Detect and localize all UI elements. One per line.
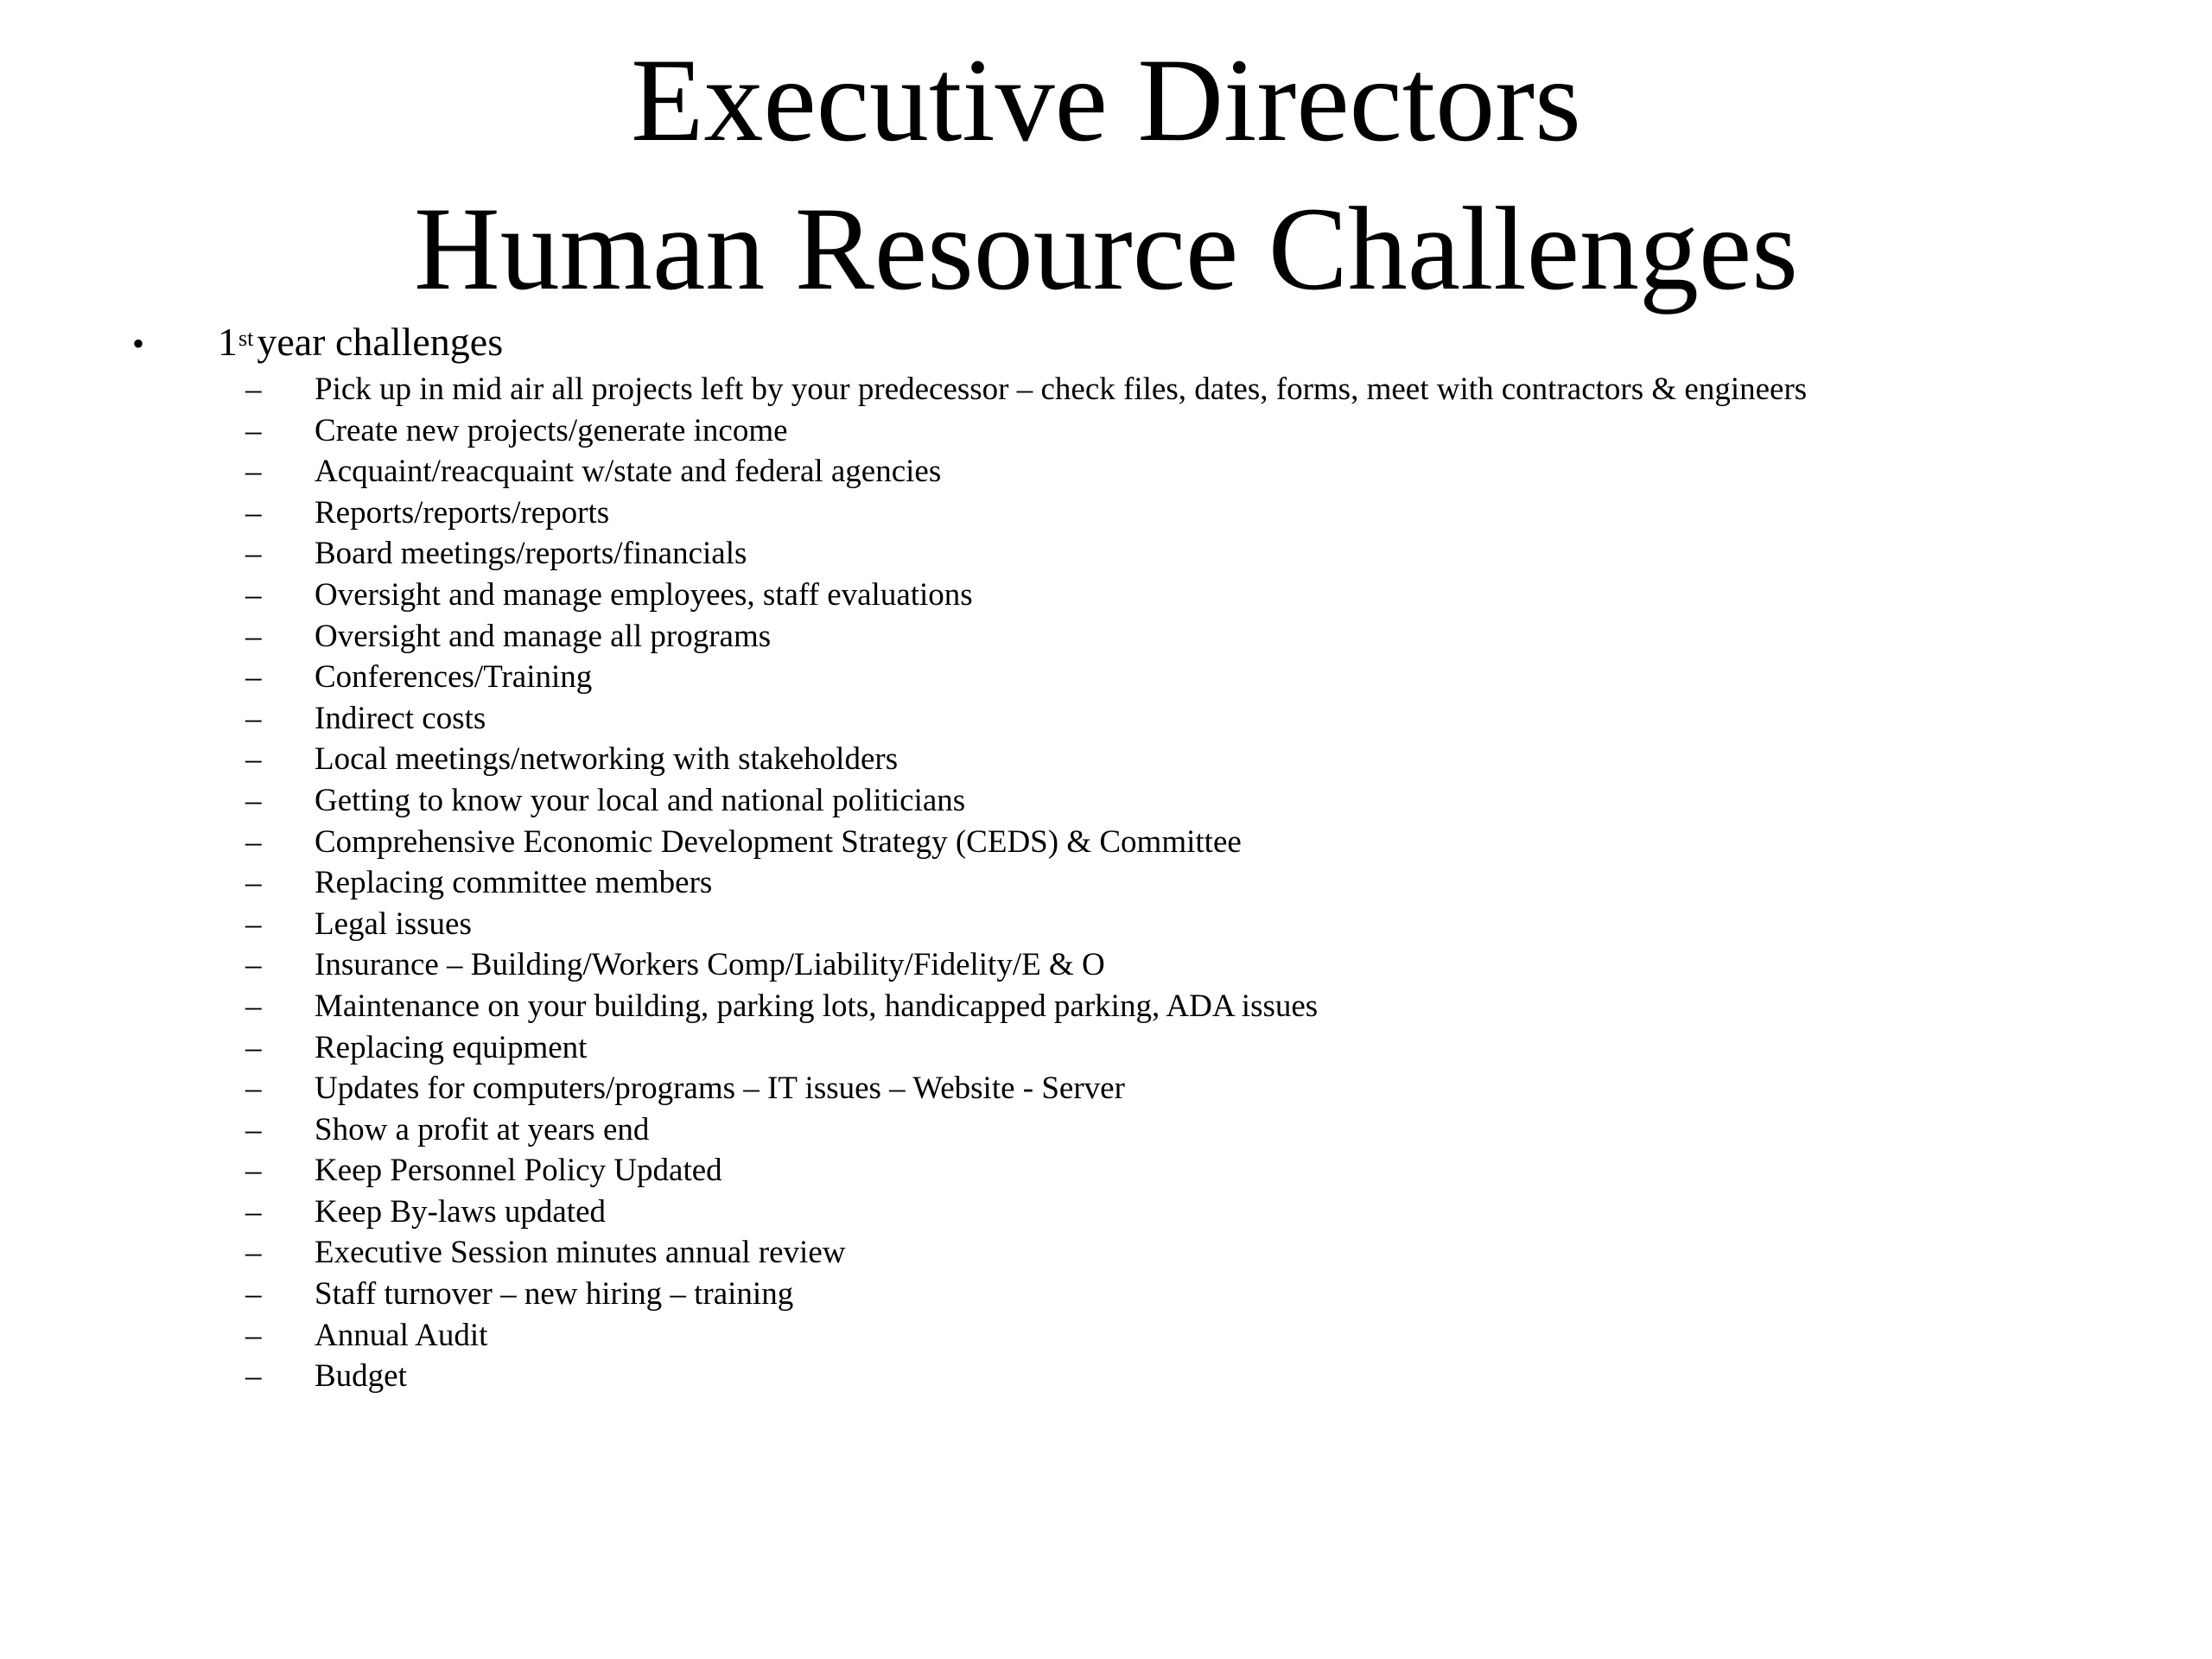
dash-marker: – — [245, 1111, 262, 1147]
list-item-text: Indirect costs — [315, 700, 486, 736]
dash-marker: – — [245, 1235, 262, 1271]
dash-marker: – — [245, 536, 262, 572]
top-bullet — [0, 320, 2212, 370]
list-item-text: Reports/reports/reports — [315, 494, 610, 531]
list-item-text: Maintenance on your building, parking lots, handicapped parking, ADA issues — [315, 988, 1319, 1024]
list-item-text: Getting to know your local and national politicians — [315, 782, 966, 818]
list-item-text: Oversight and manage employees, staff evaluations — [315, 576, 973, 613]
list-item-text: Show a profit at years end — [315, 1111, 650, 1147]
dash-marker: – — [245, 1071, 262, 1107]
dash-marker: – — [245, 1317, 262, 1353]
dash-marker: – — [245, 618, 262, 654]
list-item — [0, 493, 2212, 535]
dash-marker: – — [245, 372, 262, 407]
list-item — [0, 411, 2212, 453]
list-item — [0, 905, 2212, 946]
list-item — [0, 699, 2212, 741]
list-item-text: Replacing committee members — [315, 865, 713, 901]
list-item-text: Updates for computers/programs – IT issues – Website - Server — [315, 1071, 1125, 1107]
list-item — [0, 1357, 2212, 1398]
dash-marker: – — [245, 1276, 262, 1313]
dash-marker: – — [245, 412, 262, 448]
dash-marker: – — [245, 1029, 262, 1065]
title-line-1: Executive Directors — [631, 34, 1581, 166]
list-item-text: Budget — [315, 1358, 407, 1395]
list-item — [0, 534, 2212, 575]
slide-title — [0, 26, 2212, 323]
dash-marker: – — [245, 865, 262, 901]
bullet-number: 1 — [218, 320, 238, 364]
list-item — [0, 1028, 2212, 1070]
list-item-text: Keep Personnel Policy Updated — [315, 1153, 722, 1189]
list-item — [0, 1151, 2212, 1192]
list-item-text: Comprehensive Economic Development Strategy (CEDS) & Committee — [315, 823, 1242, 860]
list-item — [0, 370, 2212, 411]
list-item — [0, 1316, 2212, 1357]
list-item — [0, 1274, 2212, 1316]
bullet-text — [218, 320, 503, 365]
list-item — [0, 1192, 2212, 1234]
list-item-text: Acquaint/reacquaint w/state and federal agencies — [315, 454, 942, 490]
list-item — [0, 452, 2212, 493]
list-item-text: Annual Audit — [315, 1317, 488, 1353]
title-line-2: Human Resource Challenges — [414, 182, 1798, 315]
list-item-text: Replacing equipment — [315, 1029, 588, 1065]
dash-marker: – — [245, 454, 262, 490]
dash-marker: – — [245, 741, 262, 778]
dash-marker: – — [245, 659, 262, 696]
list-item — [0, 863, 2212, 905]
dash-marker: – — [245, 576, 262, 613]
list-item — [0, 1233, 2212, 1274]
dash-marker: – — [245, 906, 262, 942]
list-item-text: Staff turnover – new hiring – training — [315, 1276, 794, 1313]
list-item — [0, 575, 2212, 617]
list-item-text: Local meetings/networking with stakeholders — [315, 741, 899, 778]
list-item-text: Keep By-laws updated — [315, 1193, 607, 1230]
list-item-text: Executive Session minutes annual review — [315, 1235, 846, 1271]
dash-marker: – — [245, 1153, 262, 1189]
list-item — [0, 987, 2212, 1028]
dash-marker: – — [245, 947, 262, 983]
list-item-text: Legal issues — [315, 906, 472, 942]
list-item — [0, 1110, 2212, 1152]
list-item — [0, 823, 2212, 864]
list-item — [0, 617, 2212, 658]
list-item-text: Board meetings/reports/financials — [315, 536, 747, 572]
bullet-marker: • — [132, 324, 145, 363]
list-item-text: Insurance – Building/Workers Comp/Liability/Fidelity/E & O — [315, 947, 1105, 983]
dash-marker: – — [245, 988, 262, 1024]
list-item — [0, 1069, 2212, 1110]
dash-marker: – — [245, 494, 262, 531]
dash-marker: – — [245, 823, 262, 860]
list-item — [0, 781, 2212, 823]
list-item-text: Create new projects/generate income — [315, 412, 788, 448]
slide-content — [0, 320, 2212, 1398]
list-item — [0, 658, 2212, 699]
sub-bullet-list — [0, 370, 2212, 1398]
list-item-text: Oversight and manage all programs — [315, 618, 772, 654]
list-item-text: Conferences/Training — [315, 659, 593, 696]
dash-marker: – — [245, 1193, 262, 1230]
list-item — [0, 740, 2212, 781]
dash-marker: – — [245, 700, 262, 736]
list-item — [0, 945, 2212, 987]
list-item-text: Pick up in mid air all projects left by your predecessor – check files, dates, forms, meet with contractors & engineers — [315, 372, 1808, 407]
dash-marker: – — [245, 782, 262, 818]
bullet-superscript: st — [238, 326, 254, 351]
bullet-label: year challenges — [257, 320, 504, 364]
dash-marker: – — [245, 1358, 262, 1395]
